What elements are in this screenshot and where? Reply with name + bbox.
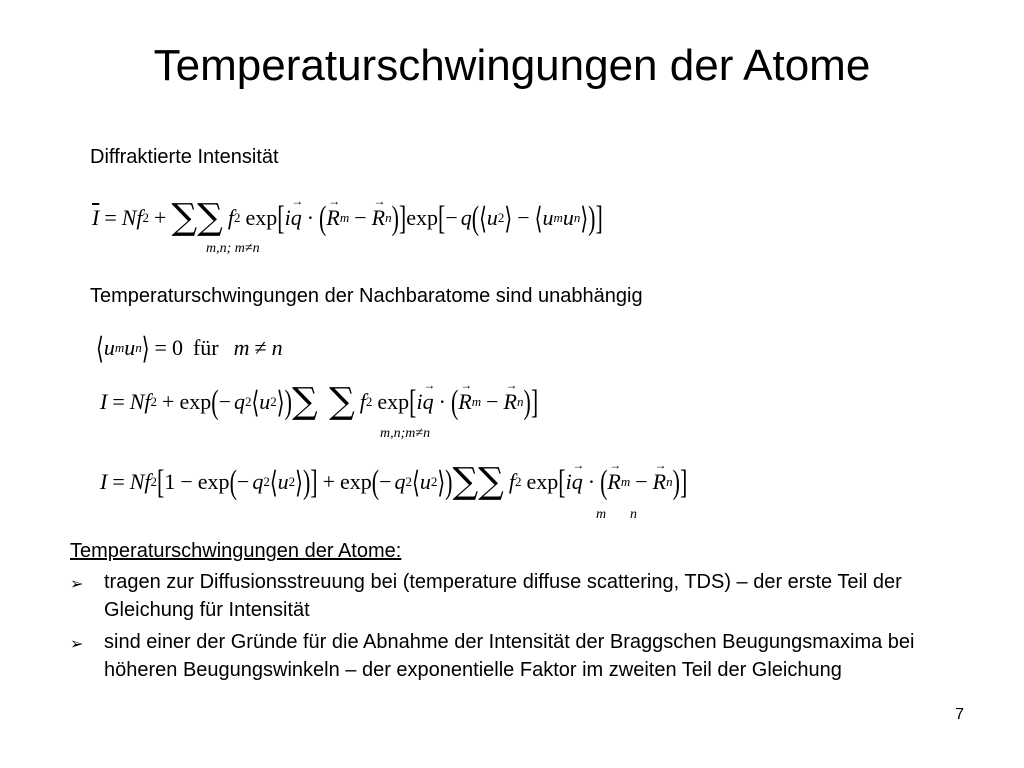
sum-limit-m: m <box>596 507 607 522</box>
label-neighbor-atoms: Temperaturschwingungen der Nachbaratome sind unabhängig <box>90 285 643 307</box>
label-diffracted-intensity: Diffraktierte Intensität <box>90 146 279 168</box>
equation-intensity-general: $\overline{I}$ = Nf 2 + ∑∑ f 2 exp [ i → q · ( → R m − → R n ) ] exp [ − q ( ⟨ u 2 ⟩ − ⟨ u m u n ⟩ ) ] <box>92 196 603 240</box>
sum-limits-1: m,n; m≠n <box>206 241 260 256</box>
bullet-text: tragen zur Diffusionsstreuung bei (temperature diffuse scattering, TDS) – der erste Teil der Gleichung für Intensität <box>104 571 902 621</box>
equation-intensity-independent: I = Nf 2 + exp ( − q 2 ⟨ u 2 ⟩ ) ∑ ∑ f 2 exp [ i → q · ( → R m − → R n ) ] <box>100 380 538 424</box>
sum-limits-2: m,n;m≠n <box>380 426 431 441</box>
bullet-item <box>70 568 980 624</box>
bullet-text: sind einer der Gründe für die Abnahme der Intensität der Braggschen Beugungsmaxima bei höheren Beugungswinkeln – der exponentielle Faktor im zweiten Teil der Gleichung <box>104 631 915 681</box>
equation-intensity-split: I = Nf 2 [ 1 − exp ( − q 2 ⟨ u 2 ⟩ ) ] + exp ( − q 2 ⟨ u 2 ⟩ ) ∑∑ f 2 exp [ i → q · ( → R m − → R n ) ] <box>100 460 687 504</box>
equation-independence: ⟨ u m u n ⟩ = 0 für m ≠ n <box>96 330 283 366</box>
sum-symbol-1: ∑∑ <box>171 197 223 238</box>
sum-symbol-2: ∑ ∑ <box>291 381 355 422</box>
sum-limit-n: n <box>630 507 637 522</box>
bullet-item <box>70 628 980 684</box>
condition-word: für <box>192 335 219 360</box>
arrow-bullet-icon: ➢ <box>70 634 84 653</box>
arrow-bullet-icon: ➢ <box>70 574 84 593</box>
slide-title: Temperaturschwingungen der Atome <box>153 41 871 90</box>
summary-heading: Temperaturschwingungen der Atome: <box>70 540 402 562</box>
page-number: 7 <box>955 706 964 723</box>
bullet-list <box>70 568 980 688</box>
sum-symbol-3: ∑∑ <box>452 461 504 502</box>
